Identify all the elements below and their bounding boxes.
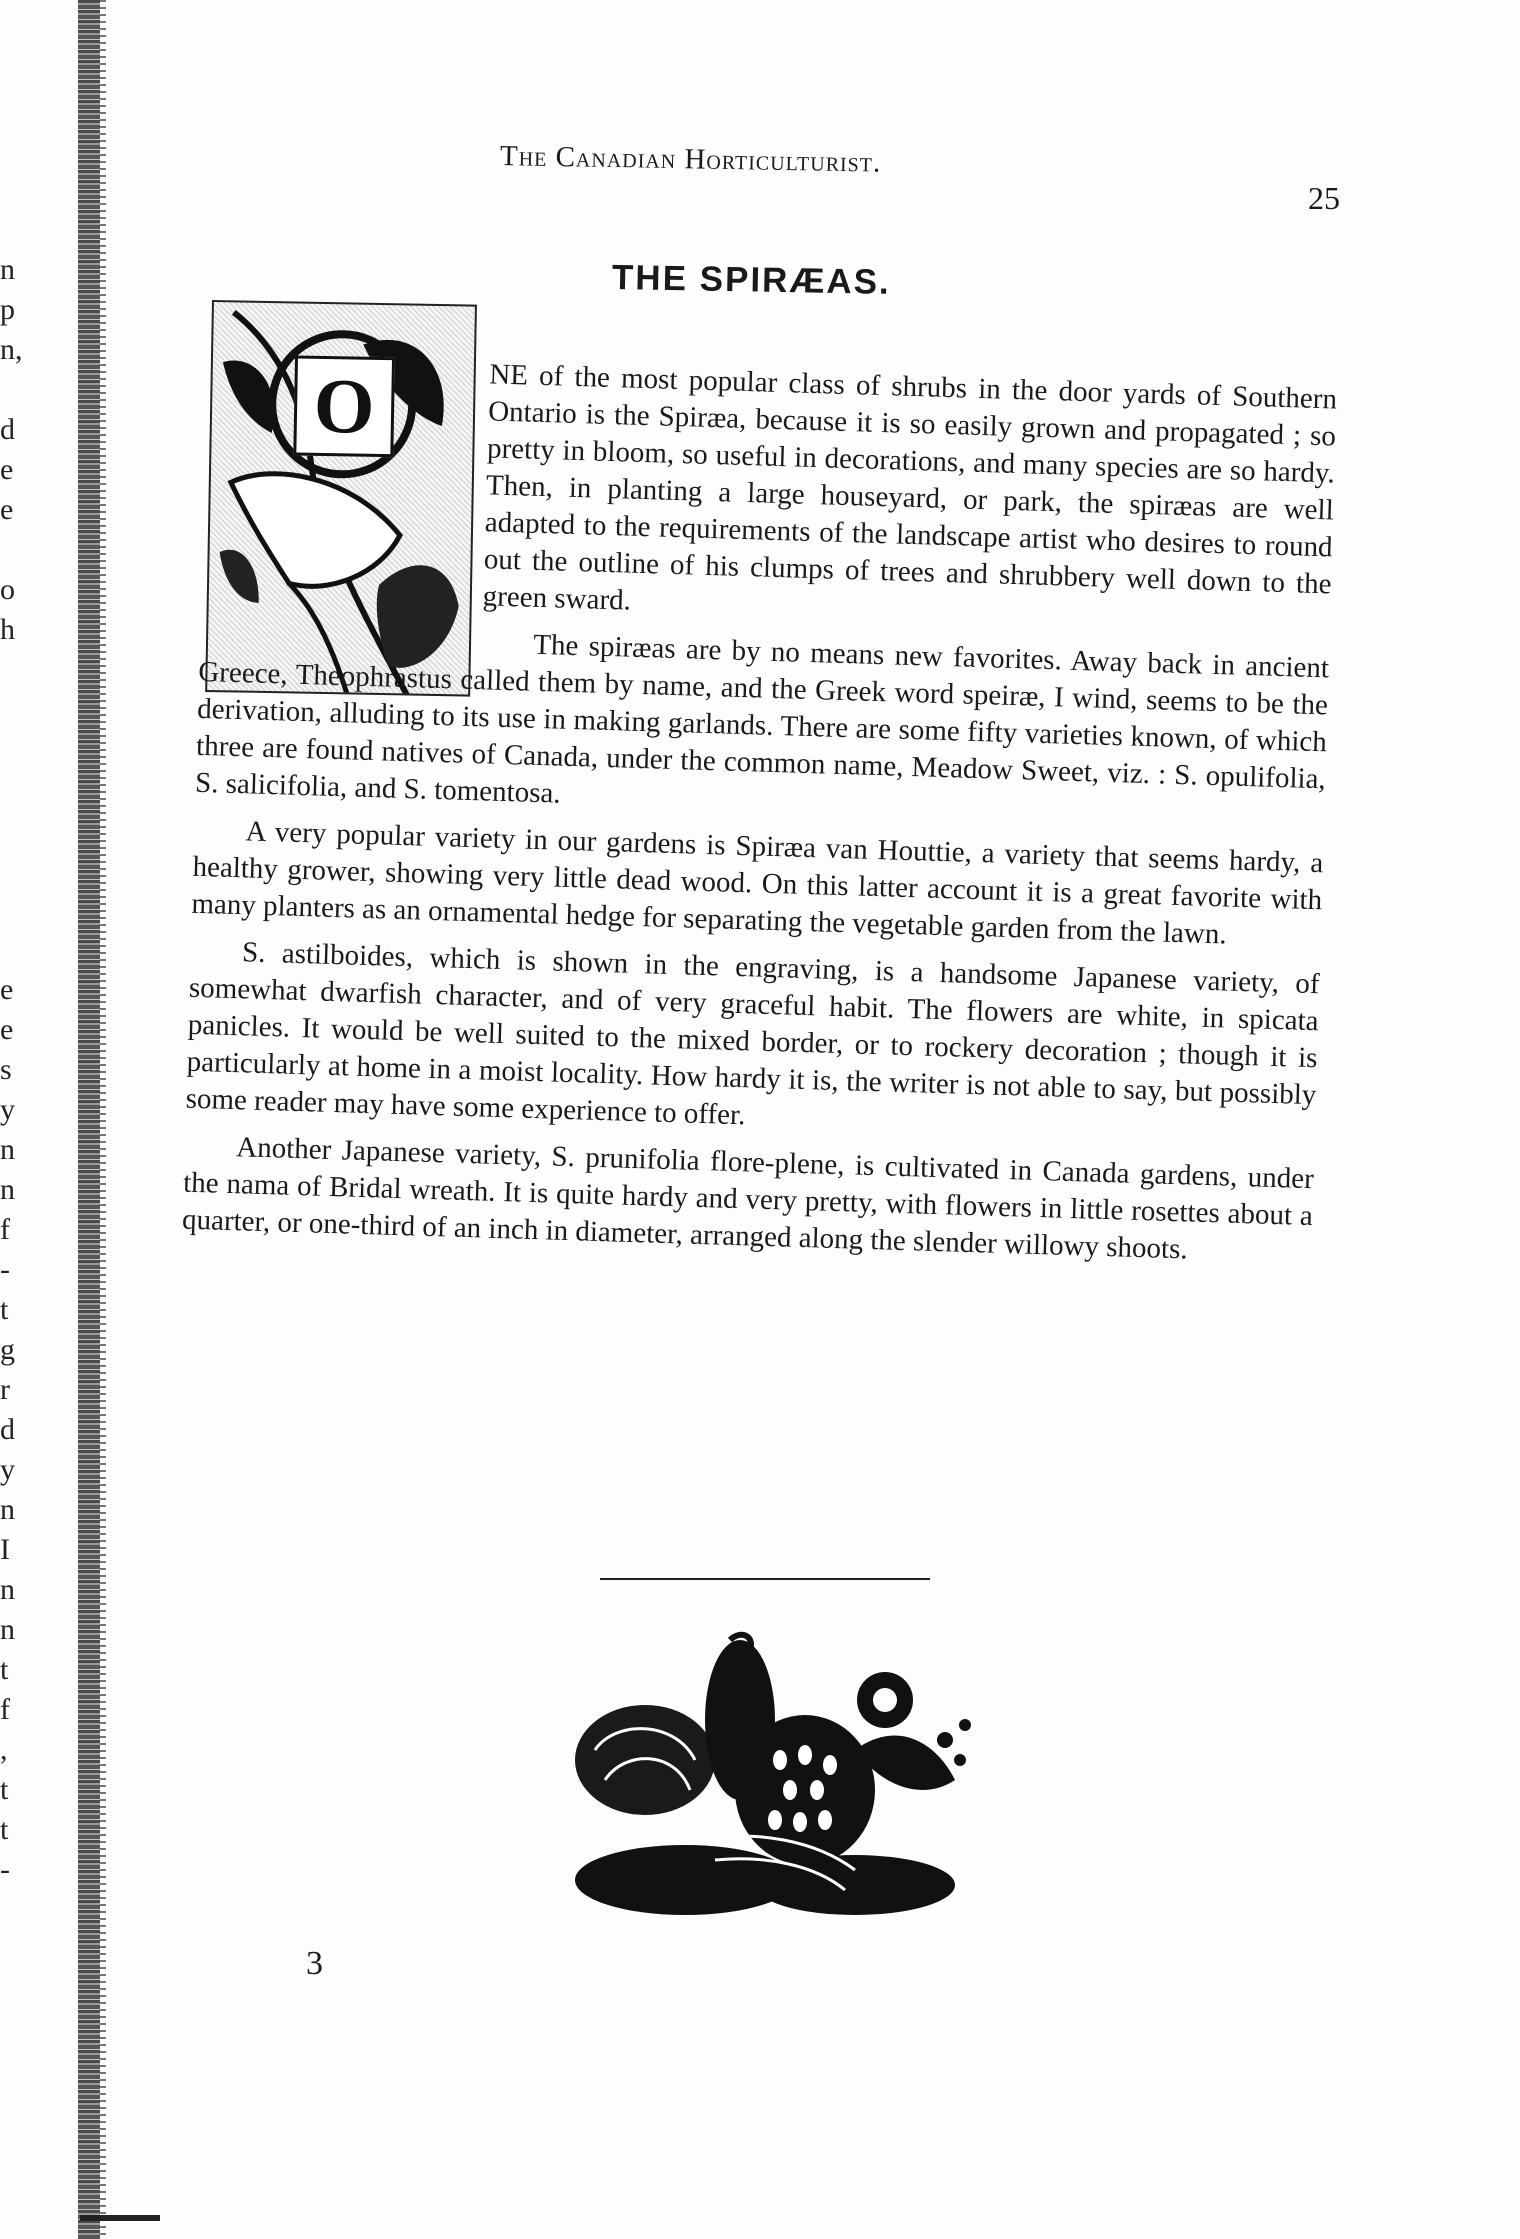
- bleed-through-letter: f: [0, 1693, 10, 1726]
- bleed-through-letter: [0, 370, 30, 410]
- bleed-through-letter: p: [0, 293, 15, 326]
- bleed-through-letter: ,: [0, 1733, 8, 1766]
- bleed-through-letter: n,: [0, 333, 23, 366]
- bleed-through-letter: e: [0, 973, 14, 1006]
- bleed-through-letter: I: [0, 1533, 10, 1566]
- bleed-through-letter: [0, 930, 30, 970]
- bleed-through-letter: n: [0, 1133, 15, 1166]
- article-title: THE SPIRÆAS.: [611, 258, 892, 302]
- paragraph-3: A very popular variety in our gardens is Spiræa van Houttie, a variety that seems hardy, a healthy grower, showing very little dead wood. On this latter account it is a great favorite with many planters as an ornamental hedge for separating the vegetable garden from the lawn.: [191, 815, 1324, 951]
- paragraph-2: The spiræas are by no means new favorites. Away back in ancient Greece, Theophrastus called them by name, and the Greek word speiræ, I wind, seems to be the derivation, alluding to its use in making garlands. There are some fifty varieties known, of which three are found natives of Canada, under the common name, Meadow Sweet, viz. : S. opulifolia, S. salicifolia, and S. tomentosa.: [194, 628, 1330, 810]
- paragraph-5: Another Japanese variety, S. prunifolia flore-plene, is cultivated in Canada gardens, under the nama of Bridal wreath. It is quite hardy and very pretty, with flowers in little rosettes about a quarter, or one-third of an inch in diameter, arranged along the slender willowy shoots.: [181, 1131, 1315, 1266]
- bleed-through-letter: h: [0, 613, 15, 646]
- section-rule: [600, 1578, 930, 1580]
- bleed-through-letter: n: [0, 253, 15, 286]
- dropcap-spacer: [199, 296, 491, 644]
- bleed-through-letter: d: [0, 1413, 15, 1446]
- dropcap-letter: O: [293, 355, 395, 457]
- signature-mark: 3: [306, 1945, 323, 1982]
- bleed-through-letter: [0, 770, 30, 810]
- bleed-through-letter: y: [0, 1093, 15, 1126]
- bleed-through-letter: [0, 530, 30, 570]
- paragraph-4: S. astilboides, which is shown in the engraving, is a handsome Japanese variety, of somewhat dwarfish character, and of very graceful habit. The flowers are white, in spicata panicles. It would be well suited to the mixed border, or to rockery decoration ; though it is particularly at home in a moist locality. How hardy it is, the writer is not able to say, but possibly some reader may have some experience to offer.: [185, 936, 1321, 1132]
- bleed-through-letter: n: [0, 1493, 15, 1526]
- paragraph-1-text: NE of the most popular class of shrubs in the door yards of Southern Ontario is the Spiræa, because it is so easily grown and propagated ; so pretty in bloom, so useful in decorations, and many species are so hardy. Then, in planting a large houseyard, or park, the spiræas are well adapted to the requirements of the landscape artist who desires to round out the outline of his clumps of trees and shrubbery well down to the green sward.: [482, 358, 1338, 617]
- bleed-through-letter: o: [0, 573, 15, 606]
- bleed-through-letter: n: [0, 1573, 15, 1606]
- bleed-through-letter: -: [0, 1253, 10, 1286]
- page-binding-shadow: [78, 0, 100, 2239]
- bleed-through-letter: n: [0, 1613, 15, 1646]
- bleed-through-letters: [0, 250, 30, 1890]
- bleed-through-letter: e: [0, 493, 14, 526]
- paragraph-1: [200, 348, 1337, 640]
- bleed-through-letter: s: [0, 1053, 12, 1086]
- bleed-through-letter: f: [0, 1213, 10, 1246]
- bleed-through-letter: t: [0, 1773, 9, 1806]
- cornucopia-fruit-icon: [555, 1630, 985, 1935]
- bleed-through-letter: [0, 690, 30, 730]
- bleed-through-letter: [0, 890, 30, 930]
- page-number: 25: [1308, 180, 1340, 216]
- bleed-through-letter: -: [0, 1853, 10, 1886]
- bleed-through-letter: t: [0, 1293, 9, 1326]
- bleed-through-letter: [0, 850, 30, 890]
- bleed-through-letter: [0, 650, 30, 690]
- bleed-through-letter: [0, 730, 30, 770]
- binding-foot-mark: [80, 2215, 160, 2221]
- bleed-through-letter: e: [0, 1013, 14, 1046]
- bleed-through-letter: n: [0, 1173, 15, 1206]
- bleed-through-letter: g: [0, 1333, 15, 1366]
- bleed-through-letter: r: [0, 1373, 10, 1406]
- page-binding-edge: [100, 0, 106, 2239]
- bleed-through-letter: t: [0, 1813, 9, 1846]
- bleed-through-letter: y: [0, 1453, 15, 1486]
- bleed-through-letter: d: [0, 413, 15, 446]
- bleed-through-letter: [0, 810, 30, 850]
- article-body: [181, 348, 1337, 1282]
- bleed-through-letter: e: [0, 453, 14, 486]
- bleed-through-letter: t: [0, 1653, 9, 1686]
- running-head: The Canadian Horticulturist.: [499, 140, 882, 179]
